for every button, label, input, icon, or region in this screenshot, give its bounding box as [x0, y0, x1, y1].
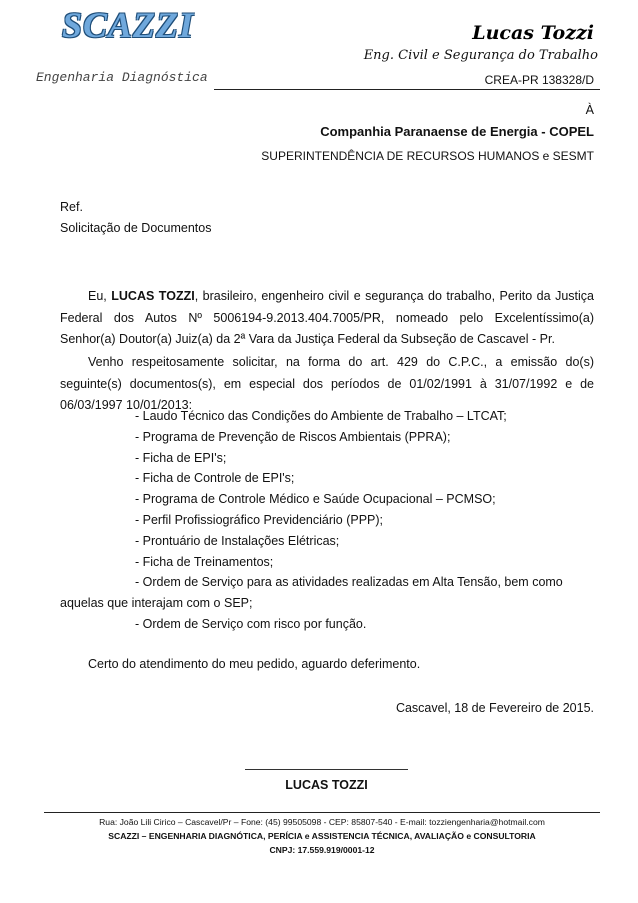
reference-subject: Solicitação de Documentos — [60, 221, 212, 235]
list-item: - Prontuário de Instalações Elétricas; — [135, 533, 340, 548]
company-logo: SCAZZI — [62, 5, 195, 45]
recipient-department: SUPERINTENDÊNCIA DE RECURSOS HUMANOS e SESMT — [261, 149, 594, 163]
list-item: - Laudo Técnico das Condições do Ambiente de Trabalho – LTCAT; — [135, 409, 507, 423]
logo-subtitle: Engenharia Diagnóstica — [36, 70, 208, 85]
footer-company: SCAZZI – ENGENHARIA DIAGNÓTICA, PERÍCIA e ASSISTENCIA TÉCNICA, AVALIAÇÃO e CONSULTORIA — [108, 831, 536, 841]
letter-date: Cascavel, 18 de Fevereiro de 2015. — [395, 701, 594, 715]
list-item: - Ficha de Controle de EPI's; — [135, 471, 295, 486]
letterhead-name: Lucas Tozzi — [472, 22, 594, 44]
document-list — [60, 406, 594, 635]
paragraph-request: Venho respeitosamente solicitar, na forma do art. 429 do C.P.C., a emissão do(s) seguinte(s) documentos(s), em especial dos períodos de 01/02/1991 à 31/07/1992 e de 06/03/1997 10/01/2013: — [60, 355, 594, 412]
footer-divider — [44, 812, 600, 813]
logo-subtitle-cutoff — [104, 86, 144, 92]
footer-cnpj: CNPJ: 17.559.919/0001-12 — [269, 845, 375, 855]
list-item: - Perfil Profissiográfico Previdenciário (PPP); — [135, 512, 383, 527]
list-item: - Ficha de EPI's; — [135, 450, 227, 465]
header-divider — [214, 89, 600, 90]
list-item: - Ordem de Serviço com risco por função. — [135, 616, 367, 631]
paragraph-intro-rest: , brasileiro, engenheiro civil e segurança do trabalho, Perito da Justiça Federal dos Autos Nº 5006194-9.2013.404.7005/PR, nomeado pelo Excelentíssimo(a) Senhor(a) Doutor(a) Juiz(a) da 2ª Vara da Justiça Federal da Subseção de Cascavel - Pr. — [60, 289, 594, 346]
signature-line — [245, 769, 408, 770]
list-item: - Programa de Controle Médico e Saúde Ocupacional – PCMSO; — [135, 492, 496, 507]
closing-paragraph: Certo do atendimento do meu pedido, aguardo deferimento. — [88, 657, 421, 671]
list-item: - Ordem de Serviço para as atividades realizadas em Alta Tensão, bem como aquelas que interajam com o SEP; — [60, 575, 563, 611]
list-item: - Ficha de Treinamentos; — [135, 554, 274, 569]
recipient-to: À — [585, 103, 594, 117]
list-item: - Programa de Prevenção de Riscos Ambientais (PPRA); — [135, 429, 451, 444]
footer-address: Rua: João Lili Cirico – Cascavel/Pr – Fone: (45) 99505098 - CEP: 85807-540 - E-mail: tozziengenharia@hotmail.com — [99, 817, 545, 827]
paragraph-intro — [60, 286, 594, 351]
recipient-company: Companhia Paranaense de Energia - COPEL — [320, 124, 594, 139]
letterhead-crea: CREA-PR 138328/D — [484, 73, 594, 87]
paragraph-intro-start: Eu, — [88, 289, 112, 303]
signature-name: LUCAS TOZZI — [285, 778, 368, 792]
paragraph-intro-name: LUCAS TOZZI — [111, 289, 195, 303]
reference-label: Ref. — [60, 200, 83, 214]
letterhead-title: Eng. Civil e Segurança do Trabalho — [363, 48, 598, 63]
